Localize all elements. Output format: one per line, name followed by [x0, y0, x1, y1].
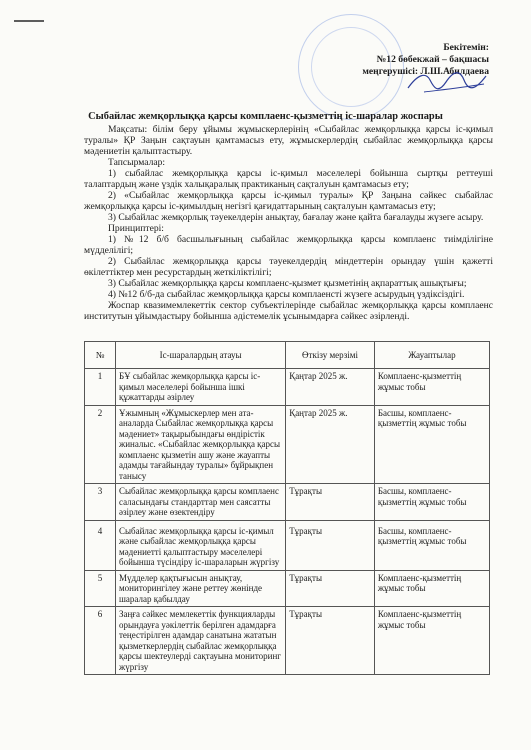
row-number: 4 — [85, 520, 116, 570]
tasks-heading: Тапсырмалар: — [108, 157, 166, 168]
row-activity: БҰ сыбайлас жемқорлыққа қарсы іс-қимыл мәселелері бойынша ішкі құжаттарды әзірлеу — [115, 369, 285, 406]
row-activity: Сыбайлас жемқорлыққа қарсы іс-қимыл және сыбайлас жемқорлыққа қарсы мәдениетті қалыптастыру мәселелері бойынша түсіндіру іс-шараларын жүргізу — [115, 520, 285, 570]
table-header-row — [85, 342, 490, 369]
task-item-3: 3) Сыбайлас жемқорлық тәуекелдерін анықтау, бағалау және қайта бағалауды жүзеге асыру. — [108, 212, 484, 223]
row-number: 5 — [85, 570, 116, 607]
principle-item-1: 1) №12 б/б басшылығының сыбайлас жемқорлыққа қарсы комплаенс тиімділігіне мүдделілігі; — [84, 234, 493, 256]
row-deadline: Тұрақты — [286, 607, 375, 675]
header-number: № — [85, 342, 116, 369]
row-deadline: Тұрақты — [286, 484, 375, 521]
header-activity: Іс-шаралардың атауы — [115, 342, 285, 369]
principles-heading: Принциптері: — [108, 223, 164, 234]
row-responsible: Басшы, комплаенс-қызметтің жұмыс тобы — [374, 520, 489, 570]
principle-item-2: 2) Сыбайлас жемқорлыққа қарсы тәуекелдердің міндеттерін орындау үшін қажетті өкілеттіктер мен ресурстардың жеткіліктілігі; — [84, 256, 493, 278]
row-number: 3 — [85, 484, 116, 521]
row-responsible: Комплаенс-қызметтің жұмыс тобы — [374, 369, 489, 406]
row-deadline: Тұрақты — [286, 570, 375, 607]
plan-basis-paragraph: Жоспар квазимемлекеттік сектор субъектілерінде сыбайлас жемқорлыққа қарсы комплаенс институтын ұйымдастыру бойынша әдістемелік ұсынымдарға сәйкес әзірленді. — [84, 300, 493, 322]
table-row — [85, 520, 490, 570]
table-row — [85, 484, 490, 521]
activities-table — [84, 341, 490, 675]
row-activity: Сыбайлас жемқорлыққа қарсы комплаенс саласындағы стандарттар мен саясатты әзірлеу және өзектендіру — [115, 484, 285, 521]
row-deadline: Тұрақты — [286, 520, 375, 570]
row-responsible: Комплаенс-қызметтің жұмыс тобы — [374, 607, 489, 675]
table-row — [85, 405, 490, 484]
row-number: 6 — [85, 607, 116, 675]
row-responsible: Басшы, комплаенс-қызметтің жұмыс тобы — [374, 484, 489, 521]
principle-item-3: 3) Сыбайлас жемқорлыққа қарсы комплаенс-қызмет қызметінің ақпараттық ашықтығы; — [108, 278, 467, 289]
row-deadline: Қаңтар 2025 ж. — [286, 369, 375, 406]
goal-paragraph: Мақсаты: білім беру ұйымы жұмыскерлерінің «Сыбайлас жемқорлыққа қарсы іс-қимыл туралы» ҚР Заңын сақтауын қамтамасыз ету, жұмыскерлердің сыбайлас жемқорлыққа қарсы мәдениетін қалыптастыру. — [84, 124, 493, 157]
row-responsible: Басшы, комплаенс-қызметтің жұмыс тобы — [374, 405, 489, 484]
task-item-2: 2) «Сыбайлас жемқорлыққа қарсы іс-қимыл туралы» ҚР Заңына сәйкес сыбайлас жемқорлыққа қарсы іс-қимылдың негізгі қағидаттарының сақталуын қамтамасыз ету; — [84, 190, 493, 212]
row-number: 1 — [85, 369, 116, 406]
row-activity: Мүдделер қақтығысын анықтау, мониторингілеу және реттеу жөнінде шаралар қабылдау — [115, 570, 285, 607]
page-corner-mark — [14, 20, 44, 22]
row-number: 2 — [85, 405, 116, 484]
approval-line-1: №12 бөбекжай – бақшасы — [376, 54, 489, 65]
document-body — [84, 124, 493, 322]
table-row — [85, 369, 490, 406]
header-responsible: Жауаптылар — [374, 342, 489, 369]
signature-icon — [404, 66, 490, 98]
approval-label: Бекітемін: — [443, 42, 489, 53]
row-activity: Заңға сәйкес мемлекеттік функцияларды орындауға уәкілеттік берілген адамдарға теңестірілген адамдар санатына жататын қызметкерлердің сыбайлас жемқорлыққа қарсы шектеулерді сақтауына мониторинг жүргізу — [115, 607, 285, 675]
document-title: Сыбайлас жемқорлыққа қарсы комплаенс-қызметтің іс-шаралар жоспары — [88, 111, 443, 122]
task-item-1: 1) сыбайлас жемқорлыққа қарсы іс-қимыл мәселелері бойынша сыртқы реттеуші талаптардың және үздік халықаралық практиканың сақталуын қамтамасыз ету; — [84, 168, 493, 190]
header-deadline: Өткізу мерзімі — [286, 342, 375, 369]
row-deadline: Қаңтар 2025 ж. — [286, 405, 375, 484]
principle-item-4: 4) №12 б/б-да сыбайлас жемқорлыққа қарсы комплаенсті жүзеге асырудың үздіксіздігі. — [108, 289, 465, 300]
table-row — [85, 607, 490, 675]
table-row — [85, 570, 490, 607]
row-activity: Ұжымның «Жұмыскерлер мен ата-аналарда Сыбайлас жемқорлыққа қарсы мәдениет» тақырыбындағы өндірістік жиналыс. «Сыбайлас жемқорлыққа қарсы комплаенс қызметін ашу және жауапты адамды тағайындау туралы» бұйрықпен танысу — [115, 405, 285, 484]
row-responsible: Комплаенс-қызметтің жұмыс тобы — [374, 570, 489, 607]
approval-line-2: меңгерушісі: Л.Ш.Абилдаева — [362, 66, 489, 77]
